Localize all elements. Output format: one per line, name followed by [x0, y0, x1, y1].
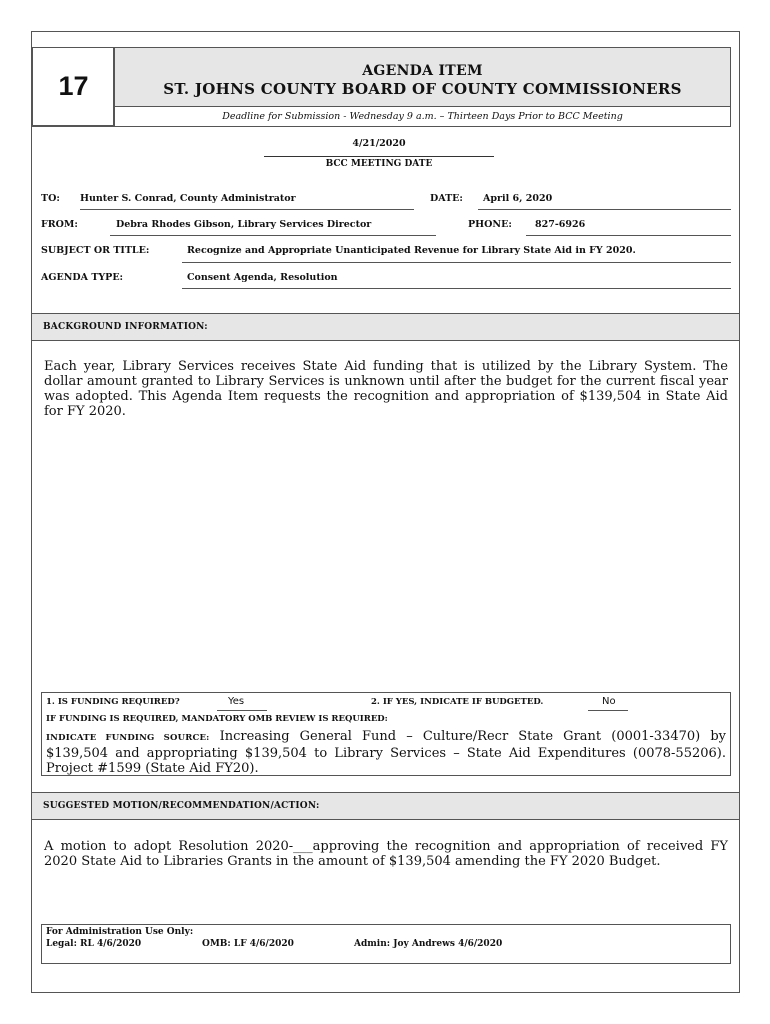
meeting-date: 4/21/2020 [352, 138, 406, 149]
funding-source-text: Increasing General Fund – Culture/Recr State Grant (0001-33470) by $139,504 and appropriating $139,504 to Library Services – State Aid Expenditures (0078-55206). Project #1599 (State Aid FY20). [46, 729, 726, 776]
to-rule [80, 209, 414, 210]
budgeted-label: 2. IF YES, INDICATE IF BUDGETED. [371, 697, 544, 707]
motion-text: A motion to adopt Resolution 2020-___approving the recognition and appropriation of received FY 2020 State Aid to Libraries Grants in the amount of $139,504 amending the FY 2020 Budget. [44, 839, 728, 869]
to-label: TO: [41, 193, 60, 204]
funding-section [41, 692, 731, 776]
omb-review-note: IF FUNDING IS REQUIRED, MANDATORY OMB REVIEW IS REQUIRED: [46, 714, 388, 724]
funding-source [46, 729, 726, 776]
title-line-2: ST. JOHNS COUNTY BOARD OF COUNTY COMMISSIONERS [163, 80, 682, 98]
background-text: Each year, Library Services receives State Aid funding that is utilized by the Library System. The dollar amount granted to Library Services is unknown until after the budget for the current fiscal year was adopted. This Agenda Item requests the recognition and appropriation of $139,504 in State Aid for FY 2020. [44, 359, 728, 419]
date-value: April 6, 2020 [483, 193, 553, 204]
phone-label: PHONE: [468, 219, 512, 230]
agenda-item-form [31, 31, 740, 993]
motion-heading-bar [32, 792, 739, 820]
header-title-box [114, 47, 731, 107]
agenda-type-label: AGENDA TYPE: [41, 272, 124, 283]
subject-label: SUBJECT OR TITLE: [41, 245, 150, 256]
subject-value: Recognize and Appropriate Unanticipated Revenue for Library State Aid in FY 2020. [187, 245, 636, 256]
meeting-date-rule [264, 156, 494, 157]
phone-value: 827-6926 [535, 219, 586, 230]
from-rule [110, 235, 436, 236]
to-value: Hunter S. Conrad, County Administrator [80, 193, 296, 204]
phone-rule [526, 235, 731, 236]
budgeted-value: No [602, 696, 616, 707]
admin-use-section [41, 924, 731, 964]
agenda-type-value: Consent Agenda, Resolution [187, 272, 338, 283]
date-rule [478, 209, 731, 210]
item-number: 17 [32, 47, 114, 126]
admin-heading: For Administration Use Only: [46, 927, 194, 937]
motion-heading: SUGGESTED MOTION/RECOMMENDATION/ACTION: [43, 801, 320, 811]
funding-required-label: 1. IS FUNDING REQUIRED? [46, 697, 180, 707]
admin-omb: OMB: LF 4/6/2020 [202, 939, 294, 949]
from-label: FROM: [41, 219, 78, 230]
admin-approval: Admin: Joy Andrews 4/6/2020 [354, 939, 503, 949]
title-line-1: AGENDA ITEM [362, 63, 483, 79]
agenda-type-rule [182, 288, 731, 289]
background-heading: BACKGROUND INFORMATION: [43, 322, 208, 332]
background-heading-bar [32, 313, 739, 341]
budgeted-rule [588, 710, 628, 711]
funding-required-rule [217, 710, 267, 711]
from-value: Debra Rhodes Gibson, Library Services Director [116, 219, 372, 230]
submission-deadline: Deadline for Submission - Wednesday 9 a.m. – Thirteen Days Prior to BCC Meeting [114, 107, 731, 127]
funding-required-value: Yes [228, 696, 245, 707]
funding-source-label: INDICATE FUNDING SOURCE: [46, 733, 210, 743]
subject-rule [182, 262, 731, 263]
date-label: DATE: [430, 193, 463, 204]
admin-legal: Legal: RL 4/6/2020 [46, 939, 142, 949]
meeting-date-label: BCC MEETING DATE [325, 159, 433, 169]
